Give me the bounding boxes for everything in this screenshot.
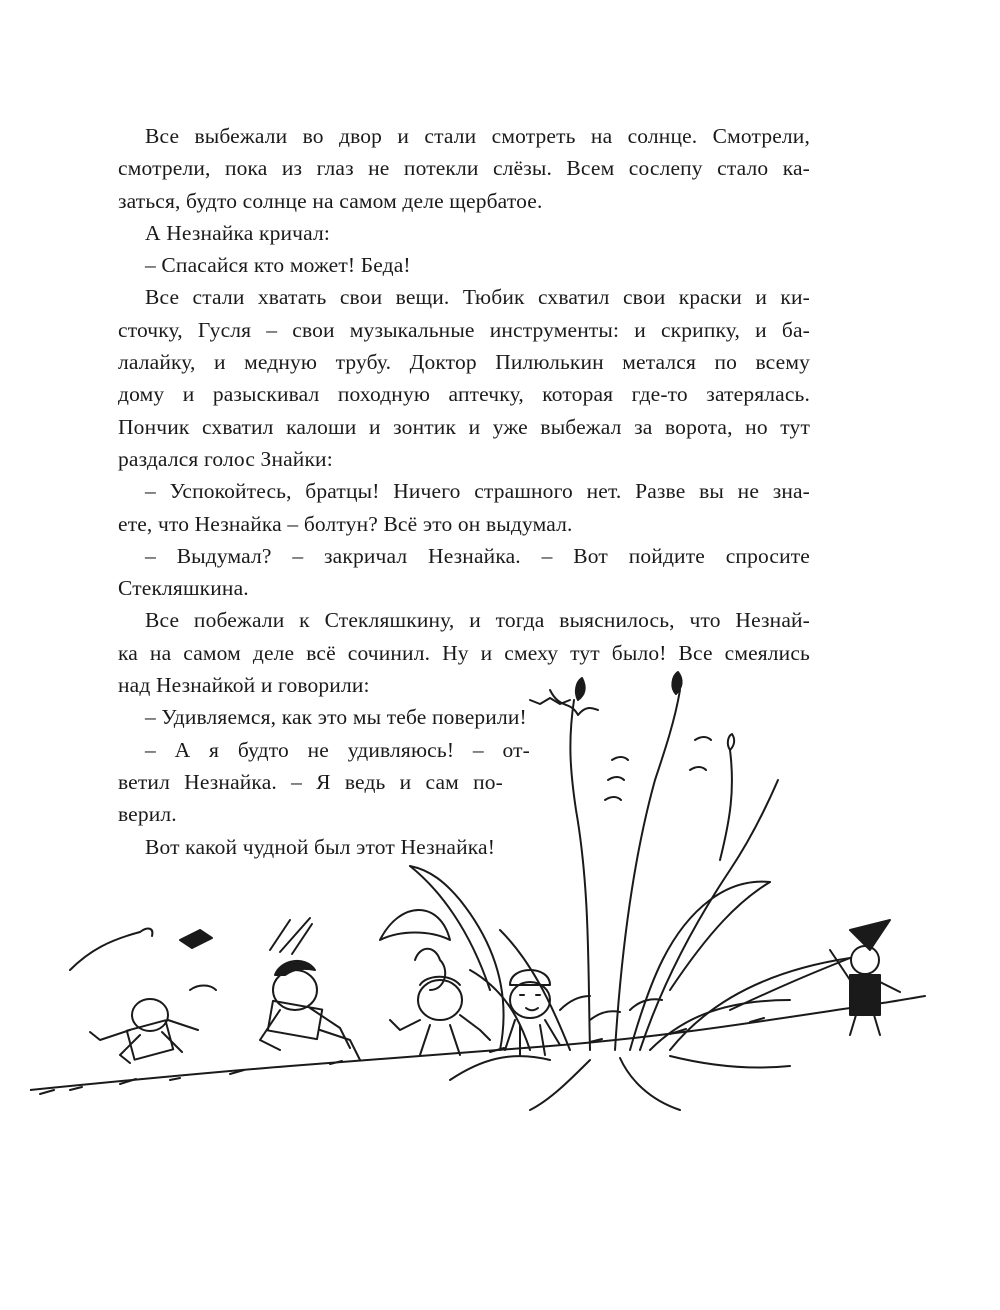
text-line: верил. bbox=[118, 802, 177, 827]
ground-icon bbox=[30, 996, 925, 1094]
text-line: Все выбежали во двор и стали смотреть на солнце. Смотрели, bbox=[145, 124, 810, 148]
text-line: ете, что Незнайка – болтун? Всё это он выдумал. bbox=[118, 511, 573, 536]
text-line: – Выдумал? – закричал Незнайка. – Вот пойдите спросите bbox=[145, 543, 810, 568]
text-line: Все стали хватать свои вещи. Тюбик схватил свои краски и ки- bbox=[145, 285, 810, 310]
text-line: – Успокойтесь, братцы! Ничего страшного нет. Разве вы не зна- bbox=[145, 479, 810, 504]
text-line: ветил Незнайка. – Я ведь и сам по- bbox=[118, 769, 503, 794]
text-line: А Незнайка кричал: bbox=[145, 220, 330, 245]
fallen-character-with-umbrella-icon bbox=[70, 929, 216, 1063]
text-line: Вот какой чудной был этот Незнайка! bbox=[145, 834, 496, 859]
grass-and-running-characters-illustration bbox=[30, 670, 930, 1150]
text-line: заться, будто солнце на самом деле щербатое. bbox=[118, 188, 543, 213]
text-line: дому и разыскивал походную аптечку, которая где-то затерялась. bbox=[118, 382, 810, 407]
text-line: – Удивляемся, как это мы тебе поверили! bbox=[145, 705, 527, 730]
text-line: Стекляшкина. bbox=[118, 576, 249, 601]
text-line: – Спасайся кто может! Беда! bbox=[145, 253, 411, 278]
text-line: – А я будто не удивляюсь! – от- bbox=[145, 737, 530, 762]
text-line: над Незнайкой и говорили: bbox=[118, 673, 370, 698]
text-line: лалайку, и медную трубу. Доктор Пилюлькин метался по всему bbox=[118, 350, 810, 375]
text-line: смотрели, пока из глаз не потекли слёзы. Всем сослепу стало ка- bbox=[118, 156, 810, 181]
character-with-tuba-icon bbox=[380, 910, 490, 1055]
running-character-with-instruments-icon bbox=[260, 918, 360, 1060]
character-with-pointed-hat-icon bbox=[830, 920, 900, 1035]
text-line: сточку, Гусля – свои музыкальные инструменты: и скрипку, и ба- bbox=[118, 317, 810, 342]
text-line: ка на самом деле всё сочинил. Ну и смеху тут было! Все смеялись bbox=[118, 640, 810, 665]
text-line: Пончик схватил калоши и зонтик и уже выбежал за ворота, но тут bbox=[118, 414, 810, 439]
text-line: Все побежали к Стекляшкину, и тогда выяснилось, что Незнай- bbox=[145, 608, 810, 633]
grass-clump-icon bbox=[410, 672, 850, 1110]
text-line: раздался голос Знайки: bbox=[118, 446, 333, 471]
